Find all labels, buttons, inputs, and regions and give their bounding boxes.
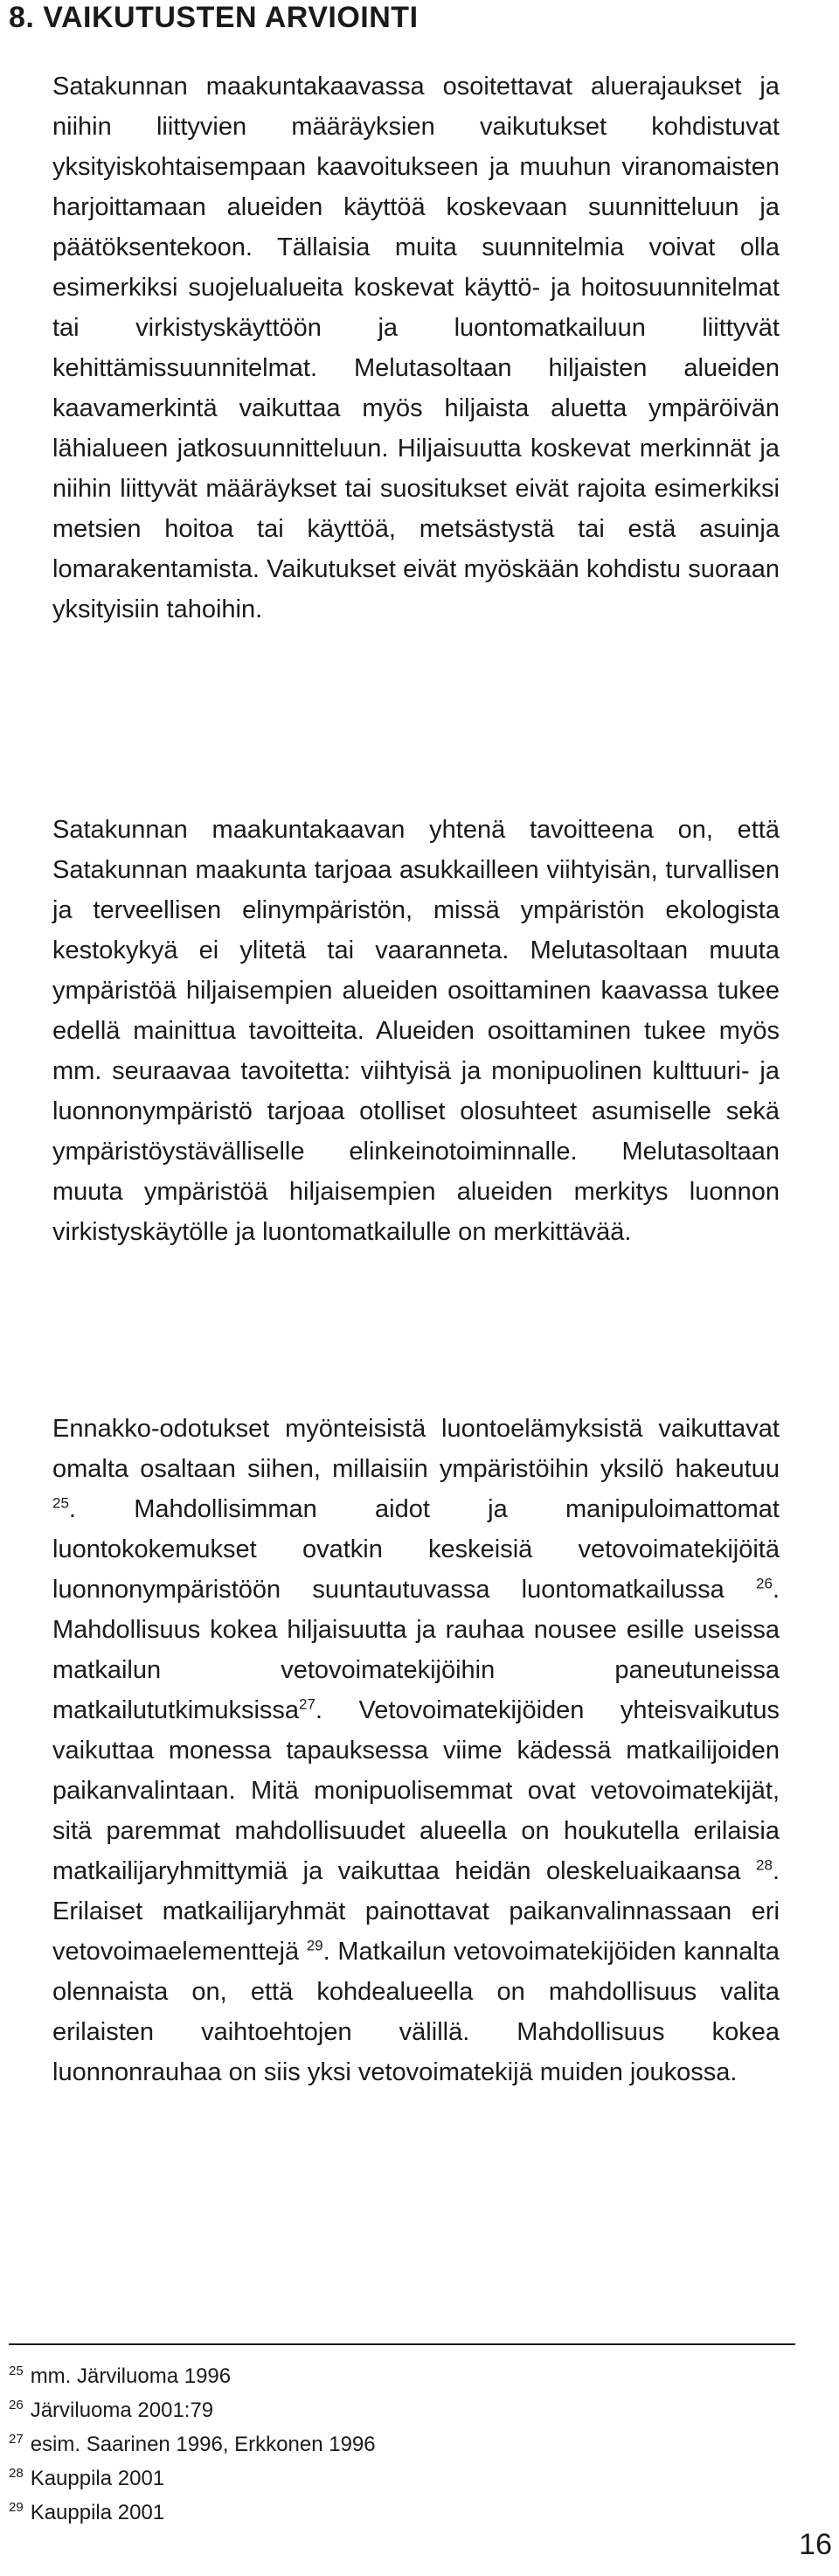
paragraph-3-text: . Mahdollisimman aidot ja manipuloimattomat luontokokemukset ovatkin keskeisiä vetovoimatekijöitä luonnonympäristöön suuntautuvassa luontomatkailussa <box>52 1495 780 1604</box>
footnote-text: mm. Järviluoma 1996 <box>30 2364 232 2388</box>
paragraph-3-text: . Matkailun vetovoimatekijöiden kannalta olennaista on, että kohdealueella on mahdollisuus valita erilaisten vaihtoehtojen välillä. Mahdollisuus kokea luonnonrauhaa on siis yksi vetovoimatekijä muiden joukossa. <box>52 1938 780 2086</box>
paragraph-3-text: . Mahdollisuus kokea hiljaisuutta ja rauhaa nousee esille useissa matkailun vetovoimatekijöihin paneutuneissa matkailututkimuksissa <box>52 1576 780 1724</box>
footnote-text: Järviluoma 2001:79 <box>30 2398 214 2422</box>
footnote-reference: 27 <box>299 1695 315 1713</box>
paragraph-3-text: . Vetovoimatekijöiden yhteisvaikutus vaikuttaa monessa tapauksessa viime kädessä matkailijoiden paikanvalintaan. Mitä monipuolisemmat ovat vetovoimatekijät, sitä paremmat mahdollisuudet alueella on houkutella erilaisia matkailijaryhmittymiä ja vaikuttaa heidän oleskeluaikaansa <box>52 1696 780 1885</box>
footnote-text: esim. Saarinen 1996, Erkkonen 1996 <box>30 2433 376 2456</box>
footnote-item <box>9 2496 376 2530</box>
section-heading: 8. VAIKUTUSTEN ARVIOINTI <box>9 1 419 34</box>
footnote-text: Kauppila 2001 <box>30 2467 165 2490</box>
paragraph-2: Satakunnan maakuntakaavan yhtenä tavoitteena on, että Satakunnan maakunta tarjoaa asukkailleen viihtyisän, turvallisen ja terveellisen elinympäristön, missä ympäristön ekologista kestokykyä ei ylitetä tai vaaranneta. Melutasoltaan muuta ympäristöä hiljaisempien alueiden osoittaminen kaavassa tukee edellä mainittua tavoitteita. Alueiden osoittaminen tukee myös mm. seuraavaa tavoitetta: viihtyisä ja monipuolinen kulttuuri- ja luonnonympäristö tarjoaa otolliset olosuhteet asumiselle sekä ympäristöystävälliselle elinkeinotoiminnalle. Melutasoltaan muuta ympäristöä hiljaisempien alueiden merkitys luonnon virkistyskäytölle ja luontomatkailulle on merkittävää. <box>52 816 780 1246</box>
footnote-number: 25 <box>9 2364 24 2378</box>
footnote-reference: 28 <box>756 1856 773 1874</box>
footnote-item <box>9 2427 376 2461</box>
footnote-item <box>9 2359 376 2393</box>
footnote-list <box>9 2359 376 2530</box>
footnote-divider <box>9 2343 795 2345</box>
footnote-item <box>9 2461 376 2496</box>
paragraph-1: Satakunnan maakuntakaavassa osoitettavat aluerajaukset ja niihin liittyvien määräyksien vaikutukset kohdistuvat yksityiskohtaisempaan kaavoitukseen ja muuhun viranomaisten harjoittamaan alueiden käyttöä koskevaan suunnitteluun ja päätöksentekoon. Tällaisia muita suunnitelmia voivat olla esimerkiksi suojelualueita koskevat käyttö- ja hoitosuunnitelmat tai virkistyskäyttöön ja luontomatkailuun liittyvät kehittämissuunnitelmat. Melutasoltaan hiljaisten alueiden kaavamerkintä vaikuttaa myös hiljaista aluetta ympäröivän lähialueen jatkosuunnitteluun. Hiljaisuutta koskevat merkinnät ja niihin liittyvät määräykset tai suositukset eivät rajoita esimerkiksi metsien hoitoa tai käyttöä, metsästystä tai estä asuinja lomarakentamista. Vaikutukset eivät myöskään kohdistu suoraan yksityisiin tahoihin. <box>52 73 780 623</box>
footnote-reference: 26 <box>756 1575 773 1592</box>
paragraph-3-text: Ennakko-odotukset myönteisistä luontoelämyksistä vaikuttavat omalta osaltaan siihen, millaisiin ympäristöihin yksilö hakeutuu <box>52 1415 780 1483</box>
page-number: 16 <box>799 2528 832 2561</box>
paragraph-3 <box>52 1409 780 2092</box>
footnote-number: 27 <box>9 2432 24 2447</box>
footnote-reference: 25 <box>52 1494 69 1512</box>
footnote-item <box>9 2393 376 2427</box>
footnote-text: Kauppila 2001 <box>30 2501 165 2524</box>
paragraph-3-text: . Erilaiset matkailijaryhmät painottavat paikanvalinnassaan eri vetovoimaelementtejä <box>52 1857 780 1966</box>
footnote-reference: 29 <box>306 1937 323 1954</box>
footnote-number: 26 <box>9 2398 24 2412</box>
footnote-number: 28 <box>9 2466 24 2481</box>
footnote-number: 29 <box>9 2500 24 2515</box>
